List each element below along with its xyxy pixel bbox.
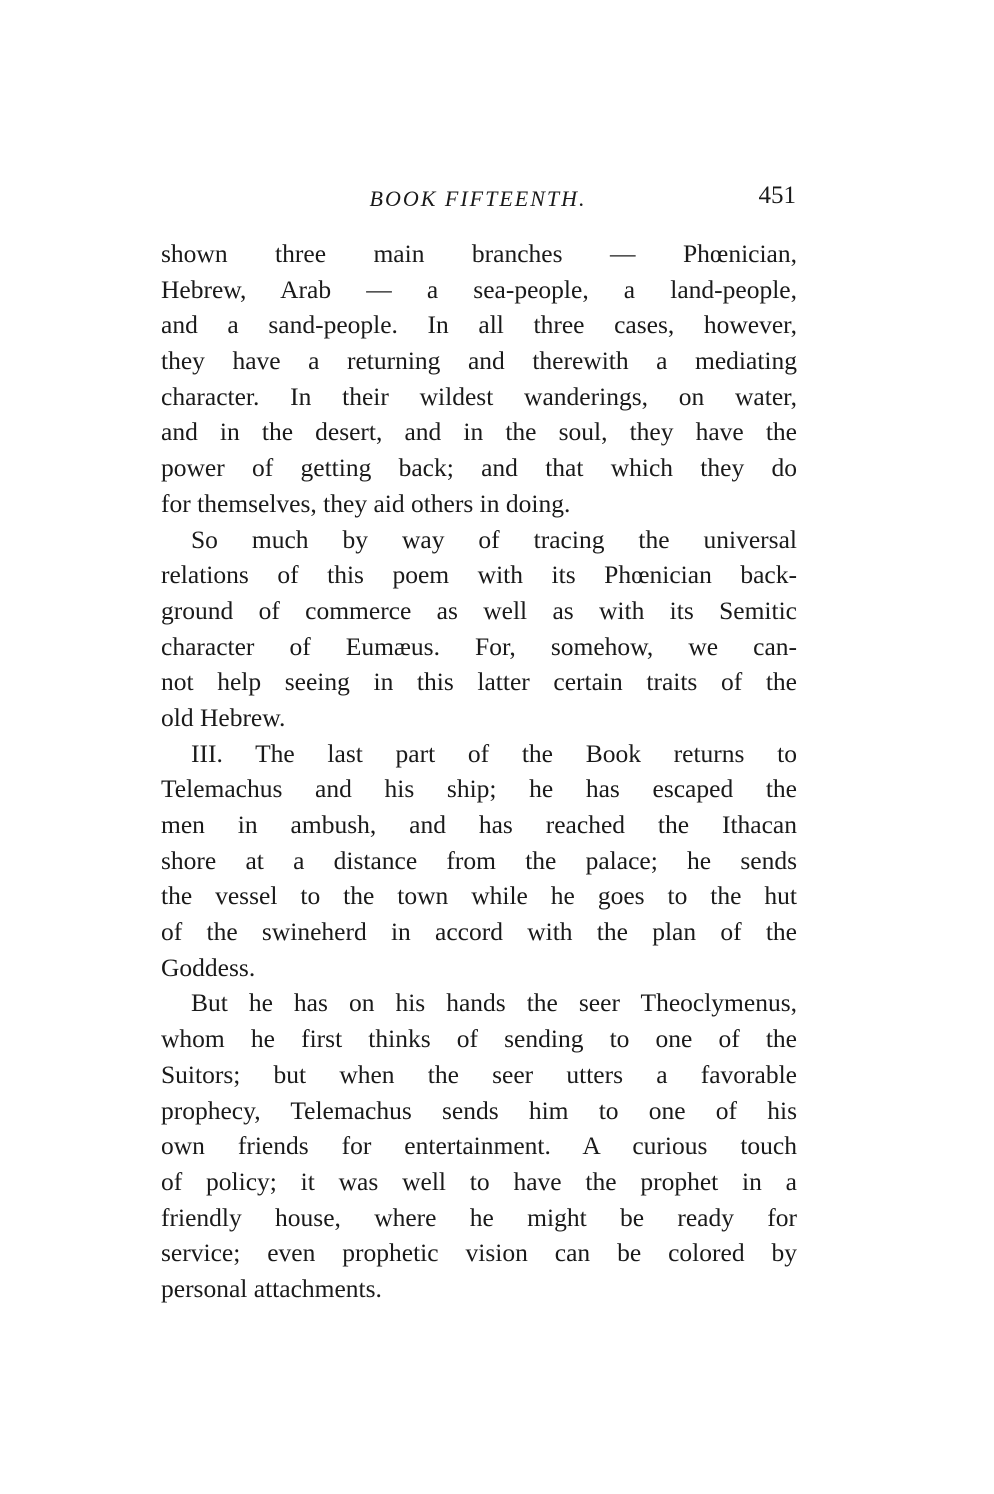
text-line: prophecy, Telemachus sends him to one of his [161,1095,797,1125]
text-line: the vessel to the town while he goes to the hut [161,881,797,911]
text-line: friendly house, where he might be ready for [161,1202,797,1232]
text-line: So much by way of tracing the universal [191,524,797,554]
text-line: of the swineherd in accord with the plan of the [161,917,797,947]
text-line: men in ambush, and has reached the Ithacan [161,810,797,839]
running-title: BOOK FIFTEENTH. [369,186,587,211]
text-line: Suitors; but when the seer utters a favorable [161,1059,797,1089]
text-line: Hebrew, Arab — a sea-people, a land-people, [161,274,797,304]
paragraph-4 [161,985,797,1306]
paragraph-2 [161,522,797,736]
text-line: III. The last part of the Book returns to [191,738,797,768]
text-line: not help seeing in this latter certain traits of the [161,667,797,697]
text-line: old Hebrew. [161,702,286,732]
text-line: Telemachus and his ship; he has escaped the [161,774,797,804]
text-line: of policy; it was well to have the prophet in a [161,1166,797,1196]
text-line: they have a returning and therewith a mediating [161,346,797,376]
text-line: ground of commerce as well as with its Semitic [161,595,797,625]
text-line: shown three main branches — Phœnician, [161,239,797,268]
paragraph-3 [161,736,797,986]
text-line: character of Eumæus. For, somehow, we can- [161,631,797,661]
page-number: 451 [758,182,796,209]
text-line: whom he first thinks of sending to one of the [161,1024,797,1054]
text-line: relations of this poem with its Phœnician back- [161,560,797,590]
text-line: Goddess. [161,952,256,982]
text-line: and a sand-people. In all three cases, however, [161,310,797,340]
running-head [160,182,796,216]
text-line: for themselves, they aid others in doing. [161,488,571,518]
text-line: power of getting back; and that which they do [161,453,797,483]
text-line: But he has on his hands the seer Theoclymenus, [191,988,797,1018]
text-line: shore at a distance from the palace; he sends [161,845,797,875]
text-line: own friends for entertainment. A curious touch [161,1131,797,1161]
text-line: service; even prophetic vision can be colored by [161,1238,797,1268]
text-line: character. In their wildest wanderings, on water, [161,381,797,411]
paragraph-1 [161,236,797,522]
text-line: personal attachments. [161,1273,382,1303]
text-line: and in the desert, and in the soul, they have the [161,417,797,447]
body-text [161,236,797,1307]
